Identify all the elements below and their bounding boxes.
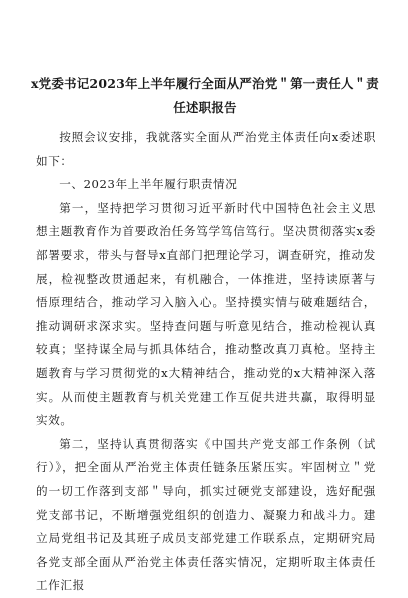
intro-paragraph: 按照会议安排，我就落实全面从严治党主体责任向x委述职如下：	[36, 130, 376, 168]
paragraph-second: 第二，坚持认真贯彻落实《中国共产党支部工作条例（试行）》，把全面从严治党主体责任链条压紧压实。牢固树立＂党的一切工作落到支部＂导向，抓实过硬党支部建设，选好配强党支部书记，不断增强党组织的创造力、凝聚力和战斗力。建立局党组书记及其班子成员支部党建工作联系点，定期研究局各党支部全面从严治党主体责任落实情况，定期听取主体责任工作汇报	[36, 436, 376, 593]
paragraph-first: 第一，坚持把学习贯彻习近平新时代中国特色社会主义思想主题教育作为首要政治任务笃学笃信笃行。坚决贯彻落实x委部署要求，带头与督导x直部门把理论学习，调查研究，推动发展，检视整改贯通起来，有机融合，一体推进，坚持读原著与悟原理结合，推动学习入脑入心。坚持摸实情与破难题结合，推动调研求深求实。坚持查问题与听意见结合，推动检视认真较真；坚持谋全局与抓具体结合，推动整改真刀真枪。坚持主题教育与学习贯彻党的x大精神结合，推动党的x大精神深入落实。从而使主题教育与机关党建工作互促共进共赢，取得明显实效。	[36, 200, 376, 428]
report-body	[36, 126, 376, 598]
report-title: x党委书记2023年上半年履行全面从严治党＂第一责任人＂责任述职报告	[30, 76, 380, 115]
section-heading: 一、2023年上半年履行职责情况	[59, 177, 238, 192]
